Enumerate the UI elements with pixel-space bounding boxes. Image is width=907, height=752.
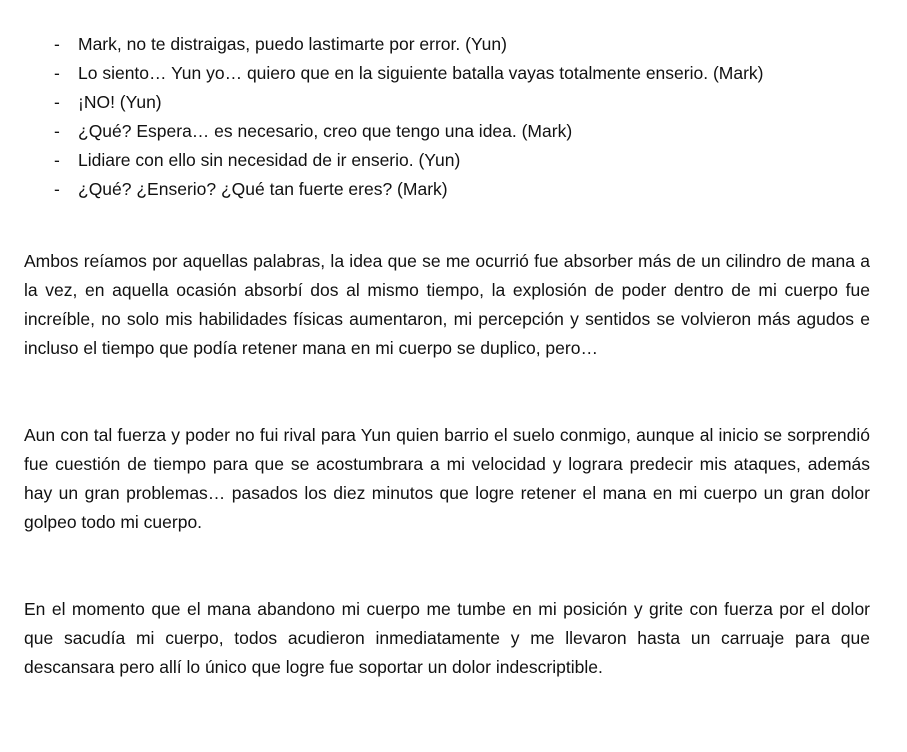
dash-bullet: - <box>54 179 60 199</box>
dash-bullet: - <box>54 34 60 54</box>
dialogue-list <box>24 30 870 204</box>
body-paragraph: En el momento que el mana abandono mi cuerpo me tumbe en mi posición y grite con fuerza por el dolor que sacudía mi cuerpo, todos acudieron inmediatamente y me llevaron hasta un carruaje para que descansara pero allí lo único que logre fue soportar un dolor indescriptible. <box>24 599 870 677</box>
dash-bullet: - <box>54 150 60 170</box>
body-paragraph: Aun con tal fuerza y poder no fui rival para Yun quien barrio el suelo conmigo, aunque al inicio se sorprendió fue cuestión de tiempo para que se acostumbrara a mi velocidad y lograra predecir mis ataques, además hay un gran problemas… pasados los diez minutos que logre retener el mana en mi cuerpo un gran dolor golpeo todo mi cuerpo. <box>24 425 870 532</box>
dash-bullet: - <box>54 63 60 83</box>
body-paragraph: Ambos reíamos por aquellas palabras, la idea que se me ocurrió fue absorber más de un cilindro de mana a la vez, en aquella ocasión absorbí dos al mismo tiempo, la explosión de poder dentro de mi cuerpo fue increíble, no solo mis habilidades físicas aumentaron, mi percepción y sentidos se volvieron más agudos e incluso el tiempo que podía retener mana en mi cuerpo se duplico, pero… <box>24 251 870 358</box>
dialogue-text: ¿Qué? ¿Enserio? ¿Qué tan fuerte eres? (Mark) <box>78 179 448 199</box>
document-page <box>24 30 870 682</box>
dialogue-line <box>24 30 870 59</box>
dialogue-line <box>24 175 870 204</box>
dialogue-text: ¡NO! (Yun) <box>78 92 162 112</box>
dialogue-line <box>24 88 870 117</box>
dialogue-text: ¿Qué? Espera… es necesario, creo que tengo una idea. (Mark) <box>78 121 573 141</box>
dialogue-text: Mark, no te distraigas, puedo lastimarte por error. (Yun) <box>78 34 507 54</box>
dialogue-text: Lo siento… Yun yo… quiero que en la siguiente batalla vayas totalmente enserio. (Mark) <box>78 63 764 83</box>
dialogue-line <box>24 59 870 88</box>
dialogue-line <box>24 117 870 146</box>
dash-bullet: - <box>54 92 60 112</box>
dash-bullet: - <box>54 121 60 141</box>
dialogue-text: Lidiare con ello sin necesidad de ir enserio. (Yun) <box>78 150 461 170</box>
dialogue-line <box>24 146 870 175</box>
